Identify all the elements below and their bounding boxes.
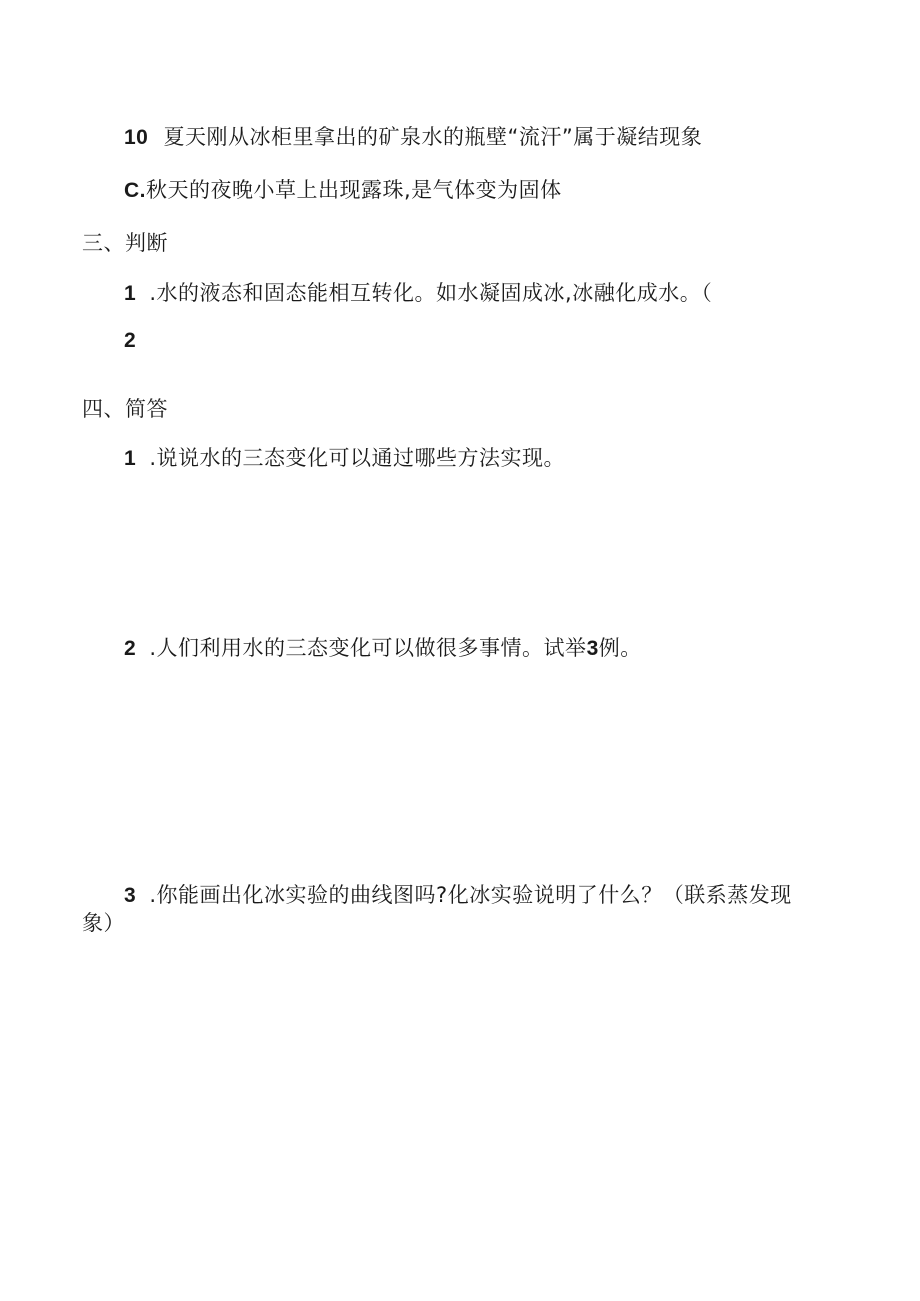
item-text: 秋天的夜晚小草上出现露珠,是气体变为固体 bbox=[146, 178, 562, 202]
judge-question-2 bbox=[124, 325, 136, 356]
short-answer-question-3-continued: 象） bbox=[82, 911, 125, 935]
question-text: .水的液态和固态能相互转化。如水凝固成冰,冰融化成水。（ bbox=[149, 281, 713, 305]
question-number: 2 bbox=[124, 637, 137, 660]
section-heading-short-answer: 四、简答 bbox=[82, 397, 168, 421]
section-heading-judge: 三、判断 bbox=[82, 231, 168, 255]
question-number: 2 bbox=[124, 329, 137, 352]
item-text: 夏天刚从冰柜里拿出的矿泉水的瓶壁“流汗”属于凝结现象 bbox=[163, 125, 703, 149]
short-answer-question-3 bbox=[124, 880, 792, 911]
question-number: 1 bbox=[124, 447, 137, 470]
item-number: C. bbox=[124, 179, 146, 202]
question-text: .人们利用水的三态变化可以做很多事情。试举 bbox=[149, 636, 587, 660]
question-text: .说说水的三态变化可以通过哪些方法实现。 bbox=[149, 446, 566, 470]
short-answer-question-2 bbox=[124, 633, 642, 664]
judge-question-1 bbox=[124, 278, 712, 309]
item-number: 10 bbox=[124, 126, 149, 149]
question-text-end: 例。 bbox=[598, 636, 642, 660]
item-10 bbox=[124, 122, 702, 153]
question-number: 1 bbox=[124, 282, 137, 305]
question-text: .你能画出化冰实验的曲线图吗?化冰实验说明了什么？（联系蒸发现 bbox=[149, 883, 792, 907]
example-count: 3 bbox=[586, 637, 599, 660]
item-c bbox=[124, 175, 562, 206]
question-number: 3 bbox=[124, 884, 137, 907]
short-answer-question-1 bbox=[124, 443, 565, 474]
